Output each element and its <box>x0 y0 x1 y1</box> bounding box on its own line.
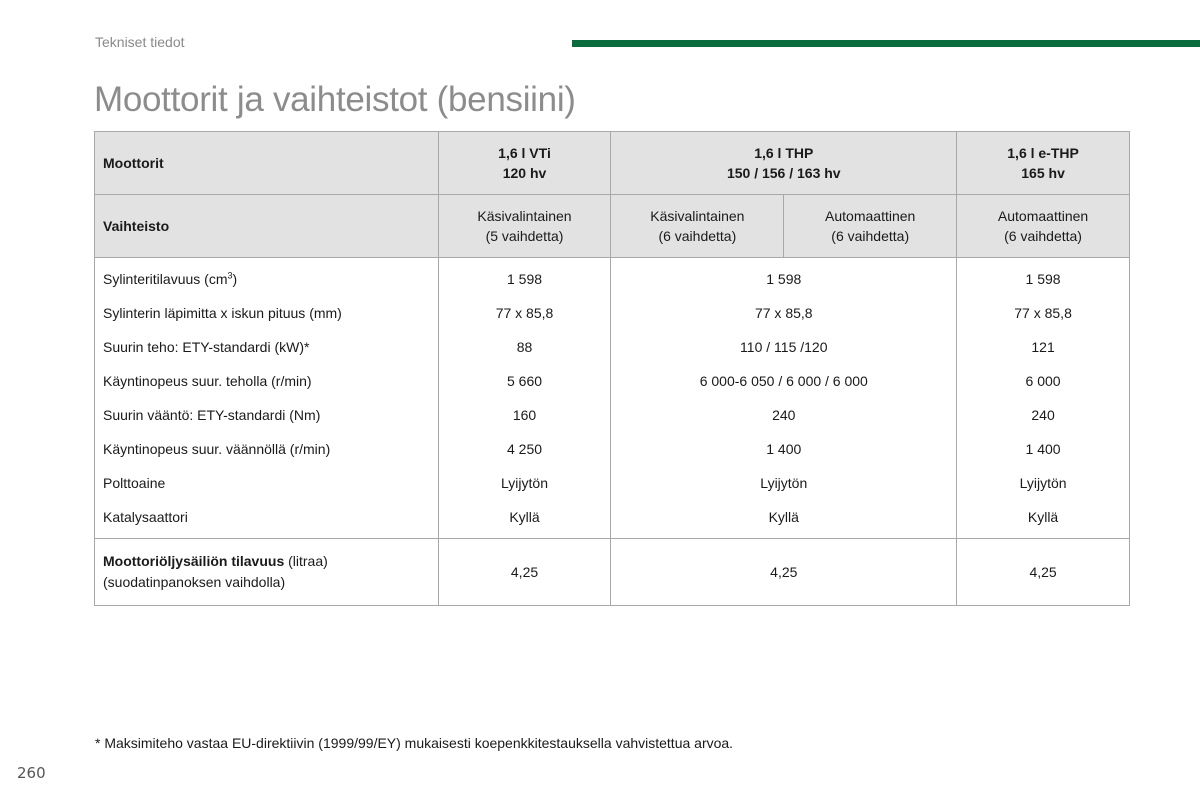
gearbox-gears: (5 vaihdetta) <box>485 228 564 244</box>
table-row <box>95 330 1130 364</box>
row-label: Moottoriöljysäiliön tilavuus (litraa) (suodatinpanoksen vaihdolla) <box>95 539 439 606</box>
gearbox-gears: (6 vaihdetta) <box>831 228 910 244</box>
row-value: Kyllä <box>438 500 611 539</box>
row-value: 4,25 <box>611 539 957 606</box>
section-label: Tekniset tiedot <box>95 34 185 50</box>
row-value: 240 <box>957 398 1130 432</box>
header-accent-bar <box>572 40 1200 47</box>
table-row <box>95 466 1130 500</box>
gearbox-type: Käsivalintainen <box>650 208 745 224</box>
engine-column <box>957 132 1130 195</box>
row-value: 1 400 <box>611 432 957 466</box>
engine-spec-table <box>94 131 1130 606</box>
gearbox-gears: (6 vaihdetta) <box>658 228 737 244</box>
engine-name: 1,6 l e-THP <box>1007 145 1079 161</box>
row-label: Käyntinopeus suur. teholla (r/min) <box>95 364 439 398</box>
row-value: 6 000 <box>957 364 1130 398</box>
row-value: Lyijytön <box>957 466 1130 500</box>
engine-power: 150 / 156 / 163 hv <box>726 165 841 181</box>
engine-column <box>438 132 611 195</box>
gearbox-column <box>611 195 784 258</box>
row-value: 77 x 85,8 <box>438 296 611 330</box>
engine-column <box>611 132 957 195</box>
engine-power: 165 hv <box>1021 165 1065 181</box>
row-value: 1 598 <box>438 258 611 297</box>
gearbox-column <box>784 195 957 258</box>
row-label: Sylinterin läpimitta x iskun pituus (mm) <box>95 296 439 330</box>
row-value: 4,25 <box>438 539 611 606</box>
row-label: Suurin vääntö: ETY-standardi (Nm) <box>95 398 439 432</box>
gearbox-type: Automaattinen <box>997 208 1089 224</box>
gearbox-column <box>438 195 611 258</box>
page-number: 260 <box>17 764 46 782</box>
table-row-oil-capacity <box>95 539 1130 606</box>
row-value: 1 598 <box>957 258 1130 297</box>
engine-name: 1,6 l THP <box>754 145 814 161</box>
row-value: Lyijytön <box>438 466 611 500</box>
row-label: Suurin teho: ETY-standardi (kW)* <box>95 330 439 364</box>
engine-name: 1,6 l VTi <box>498 145 551 161</box>
row-value: Kyllä <box>957 500 1130 539</box>
row-value: 6 000-6 050 / 6 000 / 6 000 <box>611 364 957 398</box>
row-label: Polttoaine <box>95 466 439 500</box>
row-value: 5 660 <box>438 364 611 398</box>
row-value: 110 / 115 /120 <box>611 330 957 364</box>
gearbox-header-label: Vaihteisto <box>95 195 439 258</box>
table-row <box>95 432 1130 466</box>
row-label: Sylinteritilavuus $(cm^3)$ <box>95 258 439 297</box>
row-value: 4,25 <box>957 539 1130 606</box>
row-value: Kyllä <box>611 500 957 539</box>
gearbox-type: Käsivalintainen <box>477 208 572 224</box>
table-row <box>95 258 1130 297</box>
row-value: 240 <box>611 398 957 432</box>
engine-header-label: Moottorit <box>95 132 439 195</box>
gearbox-type: Automaattinen <box>825 208 916 224</box>
row-label: Käyntinopeus suur. väännöllä (r/min) <box>95 432 439 466</box>
row-value: 160 <box>438 398 611 432</box>
gearbox-gears: (6 vaihdetta) <box>1004 228 1082 244</box>
gearbox-column <box>957 195 1130 258</box>
row-value: 1 598 <box>611 258 957 297</box>
row-value: 4 250 <box>438 432 611 466</box>
table-row <box>95 398 1130 432</box>
table-row <box>95 364 1130 398</box>
page-title: Moottorit ja vaihteistot (bensiini) <box>94 80 576 119</box>
row-value: 1 400 <box>957 432 1130 466</box>
table-header-engines <box>95 132 1130 195</box>
table-row <box>95 296 1130 330</box>
table-header-gearboxes <box>95 195 1130 258</box>
row-value: 121 <box>957 330 1130 364</box>
row-value: 88 <box>438 330 611 364</box>
table-row <box>95 500 1130 539</box>
row-value: 77 x 85,8 <box>611 296 957 330</box>
engine-power: 120 hv <box>502 165 547 181</box>
row-value: 77 x 85,8 <box>957 296 1130 330</box>
row-value: Lyijytön <box>611 466 957 500</box>
footnote: * Maksimiteho vastaa EU-direktiivin (1999/99/EY) mukaisesti koepenkkitestauksella vahvistettua arvoa. <box>95 735 734 751</box>
row-label: Katalysaattori <box>95 500 439 539</box>
